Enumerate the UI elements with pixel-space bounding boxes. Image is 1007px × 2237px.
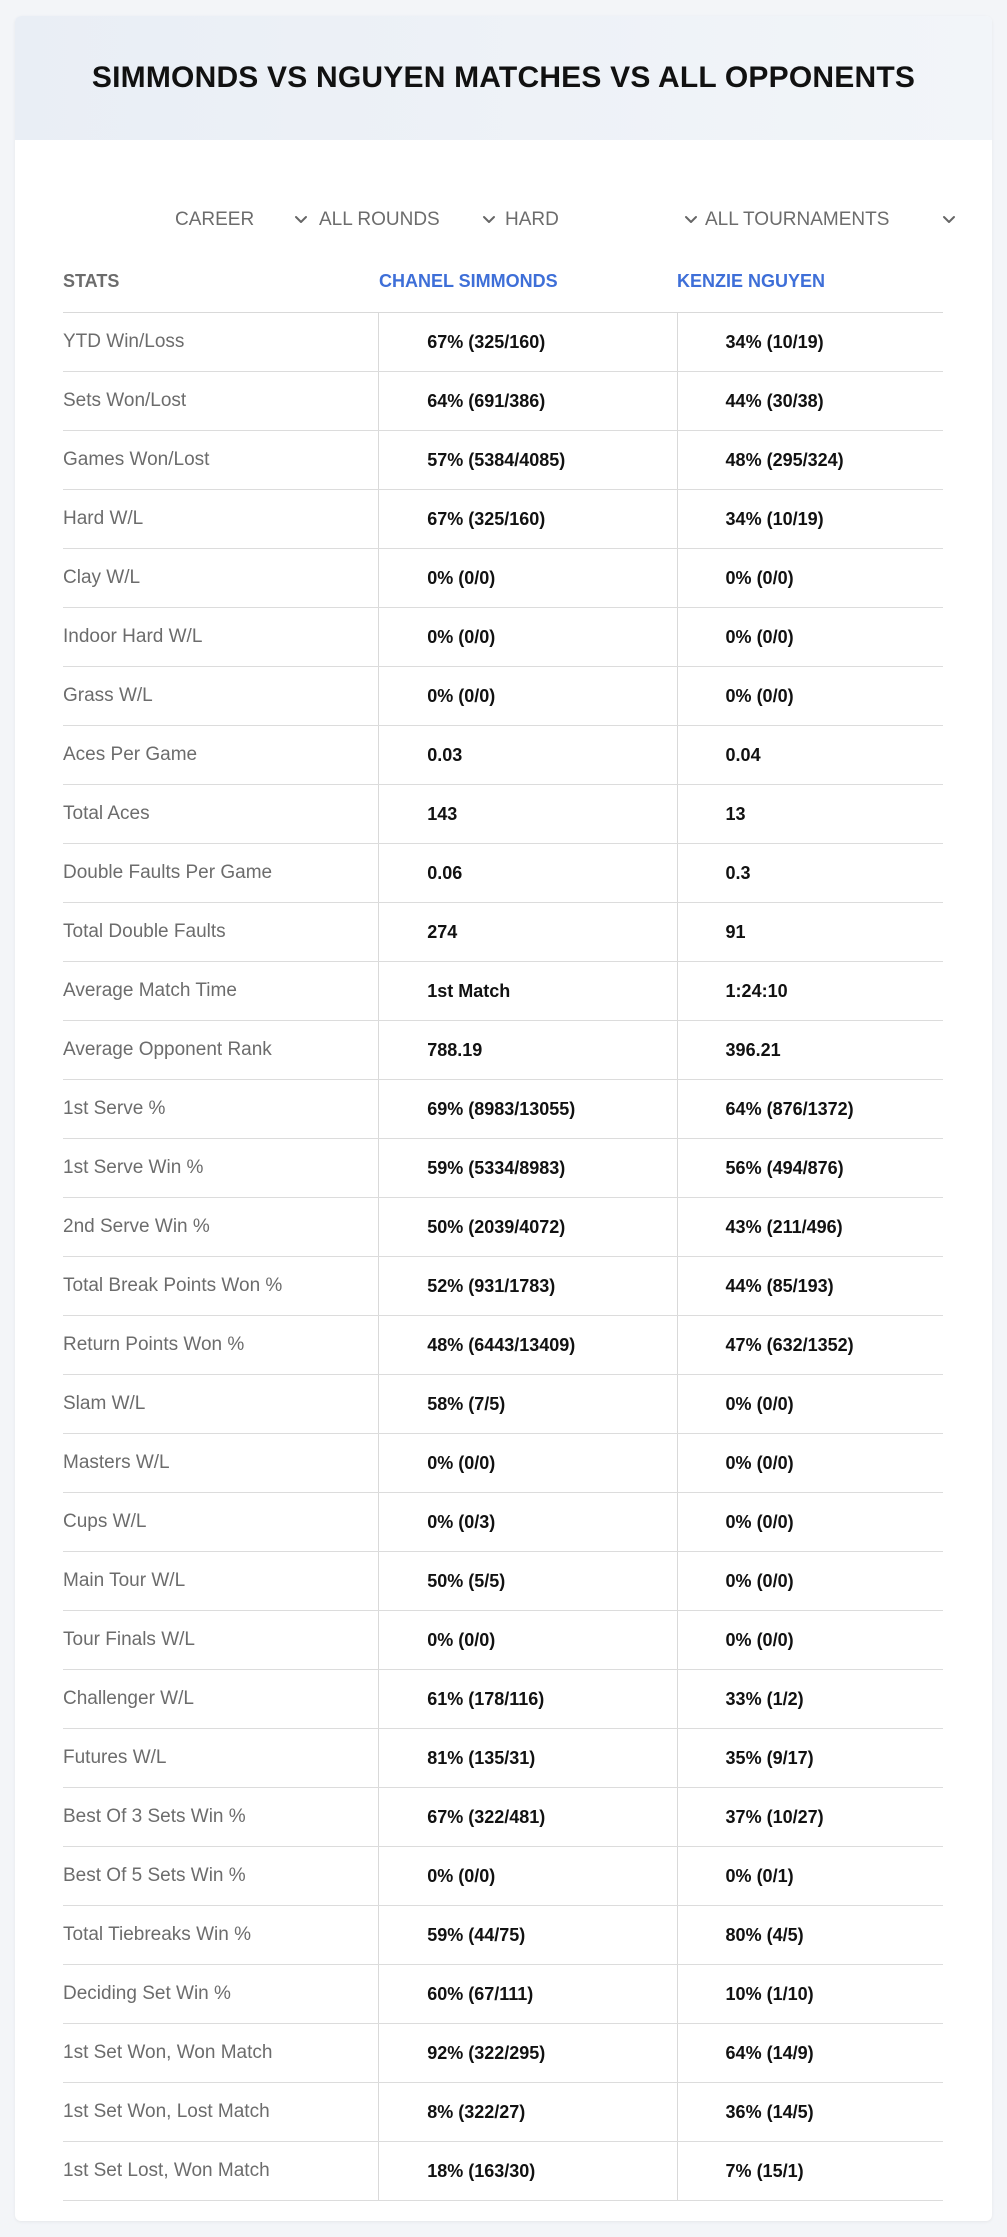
player-2-value: 0% (0/1)	[677, 1847, 943, 1905]
table-row	[63, 1906, 943, 1965]
player-2-value: 47% (632/1352)	[677, 1316, 943, 1374]
table-header	[63, 251, 943, 313]
player-1-value: 92% (322/295)	[378, 2024, 676, 2082]
stat-label: Clay W/L	[63, 567, 141, 588]
player-1-value: 0% (0/0)	[378, 549, 676, 607]
stat-label: 1st Set Won, Won Match	[63, 2042, 273, 2063]
rounds-select-value: ALL ROUNDS	[319, 209, 440, 230]
stats-table	[63, 251, 943, 2201]
table-row	[63, 1139, 943, 1198]
player-1-value: 274	[378, 903, 676, 961]
player-1-value: 8% (322/27)	[378, 2083, 676, 2141]
chevron-down-icon	[681, 210, 701, 230]
table-row	[63, 2142, 943, 2201]
table-row	[63, 1080, 943, 1139]
player-1-value: 61% (178/116)	[378, 1670, 676, 1728]
player-2-value: 7% (15/1)	[677, 2142, 943, 2200]
stat-label: Double Faults Per Game	[63, 862, 273, 883]
stat-label: 1st Serve Win %	[63, 1157, 204, 1178]
stat-label: Total Aces	[63, 803, 150, 824]
stat-label: Grass W/L	[63, 685, 153, 706]
player-2-value: 1:24:10	[677, 962, 943, 1020]
player-1-value: 60% (67/111)	[378, 1965, 676, 2023]
stat-label: Games Won/Lost	[63, 449, 210, 470]
stat-label: Main Tour W/L	[63, 1570, 186, 1591]
player-2-value: 64% (876/1372)	[677, 1080, 943, 1138]
player-2-value: 0% (0/0)	[677, 1611, 943, 1669]
stat-label: Futures W/L	[63, 1747, 167, 1768]
table-row	[63, 1729, 943, 1788]
player-2-value: 0% (0/0)	[677, 667, 943, 725]
stat-label: 1st Serve %	[63, 1098, 166, 1119]
player-2-value: 0.04	[677, 726, 943, 784]
table-row	[63, 2024, 943, 2083]
header	[15, 16, 992, 140]
table-row	[63, 844, 943, 903]
player-2-value: 56% (494/876)	[677, 1139, 943, 1197]
player-1-value: 788.19	[378, 1021, 676, 1079]
player-1-value: 0.06	[378, 844, 676, 902]
player-1-value: 0% (0/0)	[378, 608, 676, 666]
table-row	[63, 1670, 943, 1729]
player-1-value: 1st Match	[378, 962, 676, 1020]
stat-label: Tour Finals W/L	[63, 1629, 195, 1650]
player-1-value: 52% (931/1783)	[378, 1257, 676, 1315]
table-row	[63, 313, 943, 372]
player-1-value: 143	[378, 785, 676, 843]
chevron-down-icon	[291, 210, 311, 230]
player-1-value: 0.03	[378, 726, 676, 784]
player-1-value: 0% (0/3)	[378, 1493, 676, 1551]
player-2-value: 43% (211/496)	[677, 1198, 943, 1256]
stat-label: Slam W/L	[63, 1393, 146, 1414]
player-1-value: 69% (8983/13055)	[378, 1080, 676, 1138]
player-2-value: 0.3	[677, 844, 943, 902]
player-2-value: 35% (9/17)	[677, 1729, 943, 1787]
page-title: SIMMONDS VS NGUYEN MATCHES VS ALL OPPONENTS	[91, 61, 916, 94]
filter-bar	[15, 192, 992, 248]
table-row	[63, 1316, 943, 1375]
player-1-value: 59% (44/75)	[378, 1906, 676, 1964]
table-row	[63, 1198, 943, 1257]
tournaments-select-value: ALL TOURNAMENTS	[705, 209, 890, 230]
player-2-value: 64% (14/9)	[677, 2024, 943, 2082]
table-row	[63, 372, 943, 431]
stat-label: Challenger W/L	[63, 1688, 194, 1709]
player-2-value: 0% (0/0)	[677, 1493, 943, 1551]
player-2-value: 0% (0/0)	[677, 1552, 943, 1610]
player-2-value: 80% (4/5)	[677, 1906, 943, 1964]
table-body	[63, 313, 943, 2201]
player-1-value: 58% (7/5)	[378, 1375, 676, 1433]
player-1-value: 57% (5384/4085)	[378, 431, 676, 489]
stat-label: Masters W/L	[63, 1452, 170, 1473]
table-row	[63, 1257, 943, 1316]
player-1-value: 59% (5334/8983)	[378, 1139, 676, 1197]
stats-card	[15, 16, 992, 2221]
stat-label: 1st Set Won, Lost Match	[63, 2101, 270, 2122]
table-row	[63, 1965, 943, 2024]
table-row	[63, 667, 943, 726]
tournaments-select[interactable]	[705, 192, 959, 248]
table-row	[63, 1375, 943, 1434]
table-row	[63, 785, 943, 844]
table-row	[63, 726, 943, 785]
header-player-2[interactable]: KENZIE NGUYEN	[677, 271, 826, 291]
table-row	[63, 1788, 943, 1847]
stat-label: Best Of 5 Sets Win %	[63, 1865, 246, 1886]
player-2-value: 34% (10/19)	[677, 313, 943, 371]
stat-label: 1st Set Lost, Won Match	[63, 2160, 270, 2181]
header-stats: STATS	[63, 271, 120, 291]
player-2-value: 33% (1/2)	[677, 1670, 943, 1728]
table-row	[63, 903, 943, 962]
player-1-value: 50% (5/5)	[378, 1552, 676, 1610]
period-select-value: CAREER	[175, 209, 255, 230]
player-2-value: 37% (10/27)	[677, 1788, 943, 1846]
chevron-down-icon	[939, 210, 959, 230]
stat-label: Return Points Won %	[63, 1334, 245, 1355]
player-2-value: 10% (1/10)	[677, 1965, 943, 2023]
rounds-select[interactable]	[319, 192, 499, 248]
table-row	[63, 1021, 943, 1080]
player-1-value: 64% (691/386)	[378, 372, 676, 430]
stat-label: YTD Win/Loss	[63, 331, 185, 352]
player-1-value: 50% (2039/4072)	[378, 1198, 676, 1256]
player-2-value: 44% (85/193)	[677, 1257, 943, 1315]
stat-label: Sets Won/Lost	[63, 390, 187, 411]
player-2-value: 36% (14/5)	[677, 2083, 943, 2141]
header-player-1[interactable]: CHANEL SIMMONDS	[379, 271, 558, 291]
surface-select[interactable]	[505, 192, 701, 248]
player-2-value: 0% (0/0)	[677, 1434, 943, 1492]
player-2-value: 34% (10/19)	[677, 490, 943, 548]
player-2-value: 44% (30/38)	[677, 372, 943, 430]
stat-label: Cups W/L	[63, 1511, 147, 1532]
stat-label: Indoor Hard W/L	[63, 626, 203, 647]
stat-label: Aces Per Game	[63, 744, 198, 765]
player-1-value: 18% (163/30)	[378, 2142, 676, 2200]
period-select[interactable]	[175, 192, 311, 248]
stat-label: Hard W/L	[63, 508, 144, 529]
stat-label: Average Opponent Rank	[63, 1039, 272, 1060]
player-1-value: 81% (135/31)	[378, 1729, 676, 1787]
table-row	[63, 490, 943, 549]
table-row	[63, 1434, 943, 1493]
table-row	[63, 549, 943, 608]
player-1-value: 0% (0/0)	[378, 1434, 676, 1492]
table-row	[63, 962, 943, 1021]
player-1-value: 0% (0/0)	[378, 667, 676, 725]
stat-label: 2nd Serve Win %	[63, 1216, 210, 1237]
table-row	[63, 1552, 943, 1611]
player-2-value: 0% (0/0)	[677, 549, 943, 607]
surface-select-value: HARD	[505, 209, 559, 230]
table-row	[63, 1847, 943, 1906]
table-row	[63, 608, 943, 667]
player-1-value: 0% (0/0)	[378, 1847, 676, 1905]
stat-label: Average Match Time	[63, 980, 237, 1001]
player-1-value: 67% (325/160)	[378, 313, 676, 371]
stat-label: Total Tiebreaks Win %	[63, 1924, 251, 1945]
player-1-value: 67% (322/481)	[378, 1788, 676, 1846]
player-2-value: 48% (295/324)	[677, 431, 943, 489]
table-row	[63, 1493, 943, 1552]
stat-label: Deciding Set Win %	[63, 1983, 231, 2004]
player-1-value: 48% (6443/13409)	[378, 1316, 676, 1374]
player-2-value: 13	[677, 785, 943, 843]
player-2-value: 396.21	[677, 1021, 943, 1079]
stat-label: Total Break Points Won %	[63, 1275, 283, 1296]
chevron-down-icon	[479, 210, 499, 230]
player-2-value: 0% (0/0)	[677, 608, 943, 666]
player-1-value: 0% (0/0)	[378, 1611, 676, 1669]
table-row	[63, 2083, 943, 2142]
stat-label: Best Of 3 Sets Win %	[63, 1806, 246, 1827]
stat-label: Total Double Faults	[63, 921, 226, 942]
player-2-value: 0% (0/0)	[677, 1375, 943, 1433]
player-2-value: 91	[677, 903, 943, 961]
table-row	[63, 431, 943, 490]
table-row	[63, 1611, 943, 1670]
player-1-value: 67% (325/160)	[378, 490, 676, 548]
